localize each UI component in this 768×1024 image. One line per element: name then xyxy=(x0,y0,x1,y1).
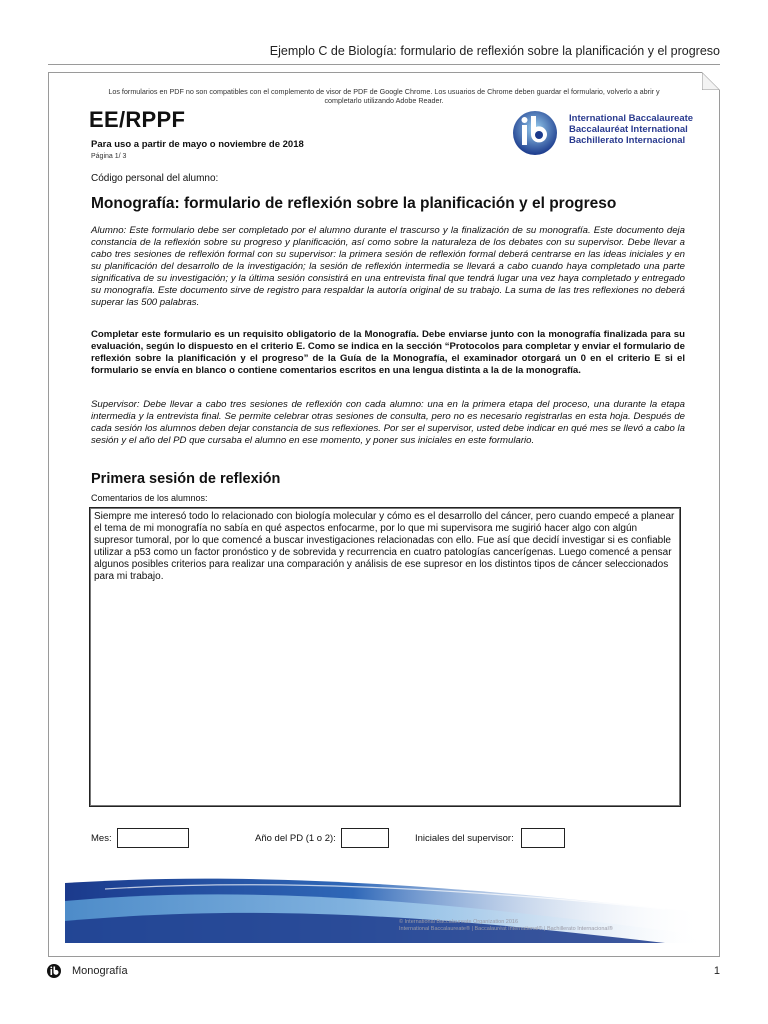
footer-label: Monografía xyxy=(72,965,128,977)
paragraph-supervisor: Supervisor: Debe llevar a cabo tres sesiones de reflexión con cada alumno: una en la primera etapa del proceso, una durante la etapa intermedia y la entrevista final. Se permite celebrar otras sesiones de consulta, pero no es necesario registrarlas en esta hoja. Después de cada sesión los alumnos deben dejar constancia de sus reflexiones. Por ser el supervisor, usted debe indicar en qué mes se llevó a cabo la sesión y el año del PD que cursaba el alumno en ese momento, y poner sus iniciales en este formulario. xyxy=(91,399,685,446)
year-label: Año del PD (1 o 2): xyxy=(255,833,336,844)
session-fields xyxy=(49,825,719,855)
month-field[interactable] xyxy=(117,828,189,848)
usage-text: Para uso a partir de mayo o noviembre de 2018 xyxy=(91,139,304,150)
page-number: 1 xyxy=(713,965,720,977)
copyright-text xyxy=(399,919,613,933)
page-number-label: Página 1/ 3 xyxy=(91,153,127,160)
copyright-line-2: International Baccalaureate® | Baccalauréat International® | Bachillerato Internacional® xyxy=(399,926,613,932)
ib-name-fr: Baccalauréat International xyxy=(569,124,688,135)
student-comments-field[interactable]: Siempre me interesó todo lo relacionado con biología molecular y cómo es el desarrollo del cáncer, pero cuando empecé a planear el tema de mi monografía no sabía en qué aspectos enfocarme, por lo que mi supervisora me sugirió hacer algo con algún supresor tumoral, por lo que comencé a buscar investigaciones relacionadas con ello. Fue así que decidí investigar si es confiable utilizar a p53 como un factor pronóstico y de sobrevida y recurrencia en cuatro patologías cancerígenas. Luego comencé a pensar algunos posibles criterios para realizar una comparación y análisis de ese supresor en los distintos tipos de cáncer seleccionados para mi trabajo. xyxy=(89,507,681,807)
form-code: EE/RPPF xyxy=(89,107,186,132)
ib-names xyxy=(569,113,693,146)
initials-label: Iniciales del supervisor: xyxy=(415,833,514,844)
month-label: Mes: xyxy=(91,833,112,844)
ib-name-en: International Baccalaureate xyxy=(569,113,694,124)
paragraph-student: Alumno: Este formulario debe ser completado por el alumno durante el trascurso y la finalización de su monografía. Este documento deja constancia de la reflexión sobre su progreso y planificación, así como sobre la naturaleza de los debates con su supervisor. Debe llevar a cabo tres sesiones de reflexión formal con su supervisor: la primera sesión de reflexión formal deberá centrarse en las ideas iniciales y en su planificación del desarrollo de la investigación; la sesión de reflexión intermedia se llevará a cabo cuando haya completado una parte significativa de su investigación; y la última sesión consistirá en una entrevista final que tendrá lugar una vez haya completado y entregado su monografía. Este documento sirve de registro para respaldar la autoría original de su trabajo. La suma de las tres reflexiones no deberá superar las 500 palabras. xyxy=(91,225,685,308)
ib-name-es: Bachillerato Internacional xyxy=(569,135,686,146)
ib-small-logo-icon xyxy=(47,964,61,978)
form-title: Monografía: formulario de reflexión sobre la planificación y el progreso xyxy=(91,195,617,212)
running-header: Ejemplo C de Biología: formulario de reflexión sobre la planificación y el progreso xyxy=(269,44,720,58)
student-code-label: Código personal del alumno: xyxy=(91,173,219,184)
initials-field[interactable] xyxy=(521,828,565,848)
paragraph-required: Completar este formulario es un requisito obligatorio de la Monografía. Debe enviarse junto con la monografía finalizada para su evaluación, según lo dispuesto en el criterio E. Como se indica en la sección “Protocolos para completar y enviar el formulario de reflexión sobre la planificación y el progreso” de la Guía de la Monografía, el examinador otorgará un 0 en el criterio E si el formulario se envía en blanco o contiene comentarios escritos en una lengua distinta a la de la monografía. xyxy=(91,329,685,376)
comments-label: Comentarios de los alumnos: xyxy=(91,493,208,503)
year-field[interactable] xyxy=(341,828,389,848)
ib-logo-icon xyxy=(505,107,563,157)
section-title: Primera sesión de reflexión xyxy=(91,471,281,487)
header-rule xyxy=(48,64,720,65)
pdf-notice: Los formularios en PDF no son compatibles con el complemento de visor de PDF de Google Chrome. Los usuarios de Chrome deben guardar el formulario, volverlo a abrir y completarlo utilizando Adobe Reader. xyxy=(108,87,660,105)
page-fold-corner xyxy=(702,72,720,90)
copyright-line-1: © International Baccalaureate Organization 2016 xyxy=(399,919,519,925)
form-page xyxy=(48,72,720,957)
